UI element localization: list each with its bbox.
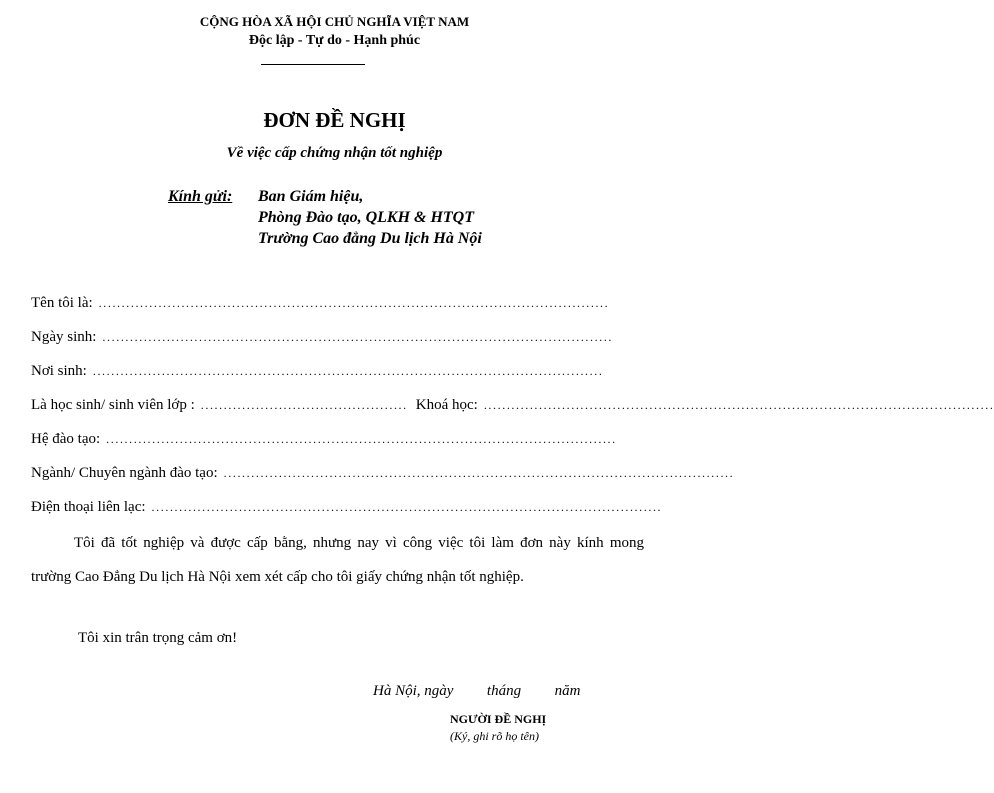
fill-dots[interactable]: ...............................................................................................................	[106, 432, 617, 446]
signature-note: (Ký, ghi rõ họ tên)	[450, 729, 539, 743]
fill-dots[interactable]: ...............................................................................................................	[102, 330, 614, 344]
motto: Độc lập - Tự do - Hạnh phúc	[248, 33, 421, 48]
class-label: Là học sinh/ sinh viên lớp :	[31, 397, 195, 413]
year-label: năm	[554, 683, 581, 699]
name-field[interactable]	[31, 295, 641, 315]
dob-field[interactable]	[31, 329, 641, 349]
birthplace-label: Nơi sinh:	[31, 363, 87, 379]
major-field[interactable]	[31, 465, 735, 485]
request-paragraph: Tôi đã tốt nghiệp và được cấp bằng, nhưng nay vì công việc tôi làm đơn này kính mong trường Cao Đẳng Du lịch Hà Nội xem xét cấp cho tôi giấy chứng nhận tốt nghiệp.	[31, 535, 644, 585]
name-label: Tên tôi là:	[31, 295, 93, 311]
motto-underline	[261, 64, 365, 65]
recipient-line: Trường Cao đẳng Du lịch Hà Nội	[258, 230, 482, 247]
phone-label: Điện thoại liên lạc:	[31, 499, 146, 515]
birthplace-field[interactable]	[31, 363, 641, 383]
place-date	[373, 683, 580, 700]
phone-field[interactable]	[31, 499, 663, 519]
document-title: ĐƠN ĐỀ NGHỊ	[263, 108, 406, 132]
document-subtitle: Về việc cấp chứng nhận tốt nghiệp	[226, 145, 443, 161]
recipient-label: Kính gửi:	[168, 188, 233, 205]
fill-dots[interactable]: ...............................................................................................................	[483, 398, 994, 412]
place-day: Hà Nội, ngày	[373, 683, 454, 699]
month-label: tháng	[486, 683, 522, 699]
thanks-text: Tôi xin trân trọng cảm ơn!	[78, 630, 238, 646]
dob-label: Ngày sinh:	[31, 329, 97, 345]
recipient-line: Ban Giám hiệu,	[258, 188, 364, 205]
recipient-line: Phòng Đào tạo, QLKH & HTQT	[258, 209, 475, 226]
course-label: Khoá học:	[415, 397, 478, 413]
training-field[interactable]	[31, 431, 641, 451]
major-label: Ngành/ Chuyên ngành đào tạo:	[31, 465, 218, 481]
fill-dots[interactable]: ...............................................................................................................	[151, 500, 663, 514]
class-course-field[interactable]	[31, 397, 994, 417]
fill-dots[interactable]: ...............................................................................................................	[223, 466, 735, 480]
fill-dots[interactable]: ...............................................................................................................	[92, 364, 604, 378]
nation-heading: CỘNG HÒA XÃ HỘI CHỦ NGHĨA VIỆT NAM	[199, 14, 470, 29]
training-label: Hệ đào tạo:	[31, 431, 101, 447]
fill-dots[interactable]: .............................................	[200, 398, 408, 412]
fill-dots[interactable]: ...............................................................................................................	[98, 296, 610, 310]
signer-title: NGƯỜI ĐỀ NGHỊ	[450, 712, 547, 726]
